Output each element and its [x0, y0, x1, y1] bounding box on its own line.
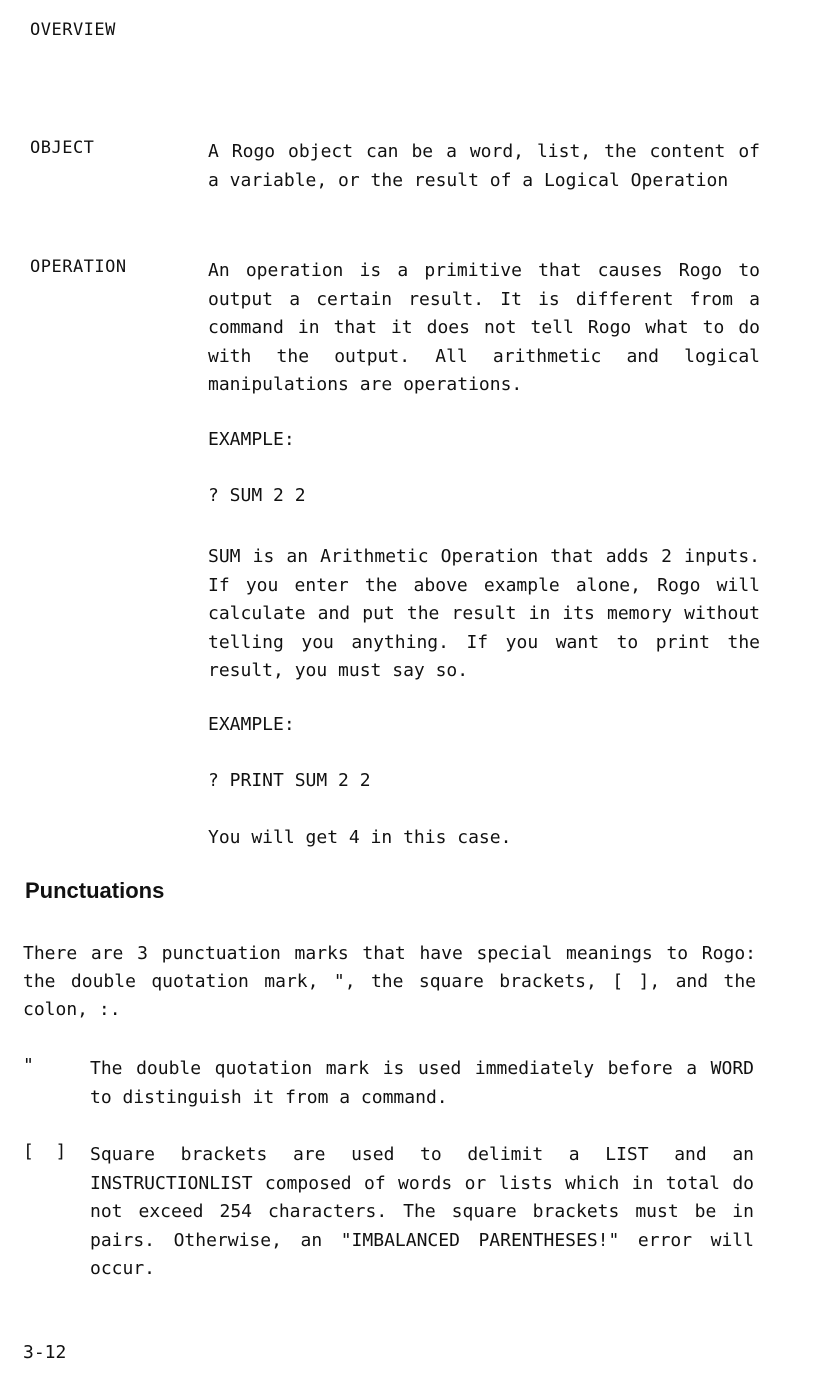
example-explanation: You will get 4 in this case.: [208, 827, 512, 848]
punctuation-mark-brackets: [ ]: [23, 1141, 67, 1162]
page-header: OVERVIEW: [30, 20, 116, 40]
term-object: OBJECT: [30, 138, 95, 158]
section-title: Punctuations: [25, 878, 165, 903]
term-operation: OPERATION: [30, 257, 127, 277]
example-label: EXAMPLE:: [208, 714, 295, 735]
example-label: EXAMPLE:: [208, 429, 295, 450]
punctuation-desc-quote: The double quotation mark is used immediately before a WORD to distinguish it from a command.: [90, 1058, 754, 1108]
example-code: ? PRINT SUM 2 2: [208, 770, 371, 791]
section-intro: There are 3 punctuation marks that have special meanings to Rogo: the double quotation mark, ", the square brackets, [ ], and the colon, :.: [23, 943, 756, 1020]
page-number: 3-12: [23, 1342, 67, 1363]
punctuation-mark-quote: ": [23, 1055, 34, 1076]
definition-operation: An operation is a primitive that causes Rogo to output a certain result. It is different from a command in that it does not tell Rogo what to do with the output. All arithmetic and logical manipulations are operations.: [208, 260, 760, 395]
definition-object: A Rogo object can be a word, list, the content of a variable, or the result of a Logical Operation: [208, 141, 760, 191]
example-code: ? SUM 2 2: [208, 485, 306, 506]
example-explanation: SUM is an Arithmetic Operation that adds 2 inputs. If you enter the above example alone, Rogo will calculate and put the result in its memory without telling you anything. If you want to print the result, you must say so.: [208, 546, 760, 681]
punctuation-desc-brackets: Square brackets are used to delimit a LIST and an INSTRUCTIONLIST composed of words or lists which in total do not exceed 254 characters. The square brackets must be in pairs. Otherwise, an "IMBALANCED PARENTHESES!" error will occur.: [90, 1144, 754, 1279]
